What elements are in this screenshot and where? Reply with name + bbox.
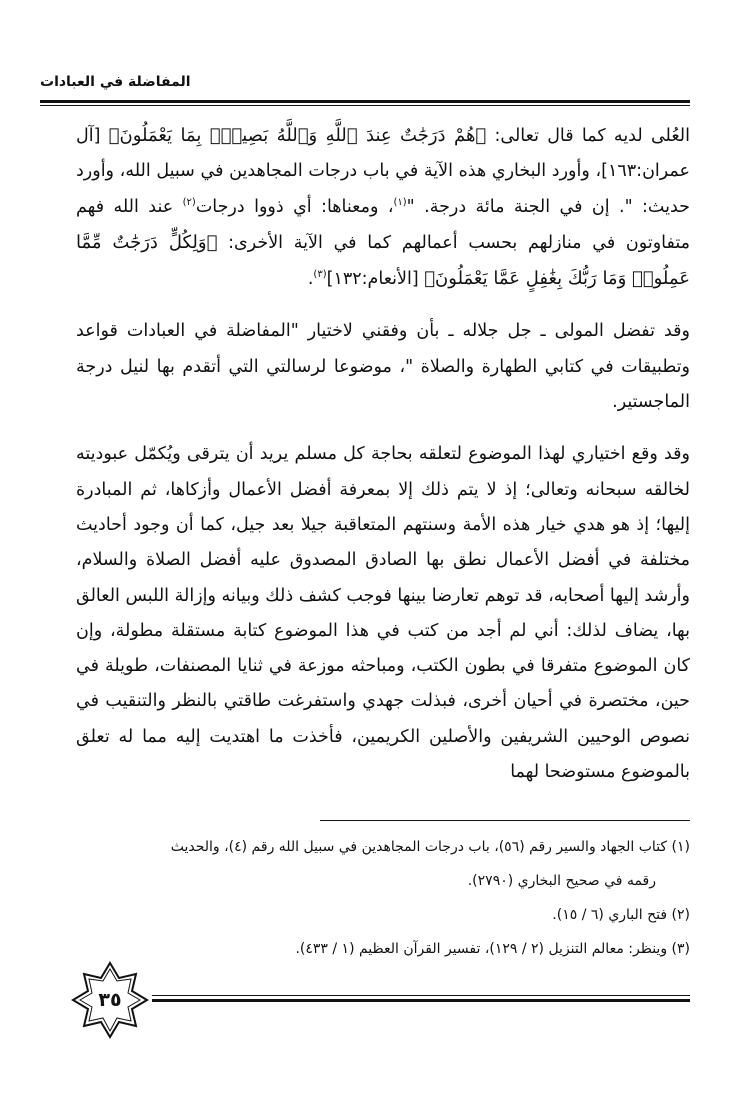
body-text-run: وقد تفضل المولى ـ جل جلاله ـ بأن وفقني لاختيار "المفاضلة في العبادات قواعد وتطبيقات في كتابي الطهارة والصلاة "، موضوعا لرسالتي التي أتقدم بها لنيل درجة الماجستير.: [76, 321, 690, 413]
footnote-ref[interactable]: (١): [393, 196, 407, 208]
body-text-run: [الأنعام:١٣٢]: [326, 269, 425, 290]
paragraph-1: [76, 118, 690, 297]
page-number: ٣٥: [98, 989, 122, 1011]
body-text-run: ، ومعناها: أي ذووا درجات: [195, 196, 394, 217]
footnotes: [60, 830, 690, 966]
paragraph-2: [76, 314, 690, 420]
body-text-run: .: [307, 269, 314, 290]
footnote-ref[interactable]: (٣): [313, 269, 327, 281]
footnote-ref[interactable]: (٢): [182, 196, 196, 208]
footnote-text: (١) كتاب الجهاد والسير رقم (٥٦)، باب درجات المجاهدين في سبيل الله رقم (٤)، والحديث: [170, 839, 690, 855]
body-text-run: العُلى لديه كما قال تعالى:: [486, 126, 690, 146]
footnote-text: رقمه في صحيح البخاري (٢٧٩٠).: [467, 873, 656, 889]
footnote-separator: [320, 820, 690, 821]
footnote-2: (٢) فتح الباري (٦ / ١٥).: [552, 907, 690, 923]
body-text-run: وقد وقع اختياري لهذا الموضوع لتعلقه بحاجة كل مسلم يريد أن يترقى ويُكمّل عبوديته لخالقه سبحانه وتعالى؛ إذ لا يتم ذلك إلا بمعرفة أفضل الأعمال وأزكاها، ثم المبادرة إليها؛ إذ هو هدي خيار هذه الأمة وسنتهم المتعاقبة جيلا بعد جيل، كما أن وجود أحاديث مختلفة في أفضل الأعمال نطق بها الصادق المصدوق عليه أفضل الصلاة والسلام، وأرشد إليها أصحابه، قد توهم تعارضا بينها فوجب كشف ذلك وبيانه وإزالة اللبس العالق بها، يضاف لذلك: أني لم أجد من كتب في هذا الموضوع كتابة مستقلة مطولة، وإن كان الموضوع متفرقا في بطون الكتب، ومباحثه موزعة في ثنايا المصنفات، طويلة في حين، مختصرة في أحيان أخرى، فبذلت جهدي واستفرغت طاقتي بالنظر والتنقيب في نصوص الوحيين الشريفين والأصلين الكريمين، فأخذت ما اهتديت إليه مما له تعلق بالموضوع مستوضحا لهما: [76, 444, 690, 783]
footer-rule: [152, 999, 690, 1002]
footnote-3: (٣) وينظر: معالم التنزيل (٢ / ١٢٩)، تفسير القرآن العظيم (١ / ٤٣٣).: [295, 941, 690, 957]
body-text-run: عند الله فهم متفاوتون في منازلهم بحسب أعمالهم كما في الآية الأخرى:: [76, 196, 690, 253]
running-header: المفاضلة في العبادات: [40, 74, 191, 90]
footer-rule-thin: [152, 995, 690, 996]
paragraph-3: [76, 437, 690, 790]
quran-quote: ﴿هُمْ دَرَجَٰتٌ عِندَ ٱللَّهِ وَٱللَّهُ بَصِيرٌۢ بِمَا يَعْمَلُونَ﴾: [108, 125, 487, 146]
header-rule-thin: [40, 105, 690, 106]
page-number-badge: [70, 960, 150, 1040]
main-text: [76, 118, 690, 790]
header-rule: [40, 100, 690, 103]
footnote-1: [60, 830, 690, 898]
quran-quote: ﴿وَلِكُلٍّ دَرَجَٰتٌ مِّمَّا عَمِلُوا۟ وَمَا رَبُّكَ بِغَٰفِلٍ عَمَّا يَعْمَلُونَ﴾: [76, 231, 690, 290]
body-text-run: [آل عمران:١٦٣]، وأورد البخاري هذه الآية في باب درجات المجاهدين في سبيل الله، وأورد حديث: ". إن في الجنة مائة درجة. ": [76, 126, 690, 217]
